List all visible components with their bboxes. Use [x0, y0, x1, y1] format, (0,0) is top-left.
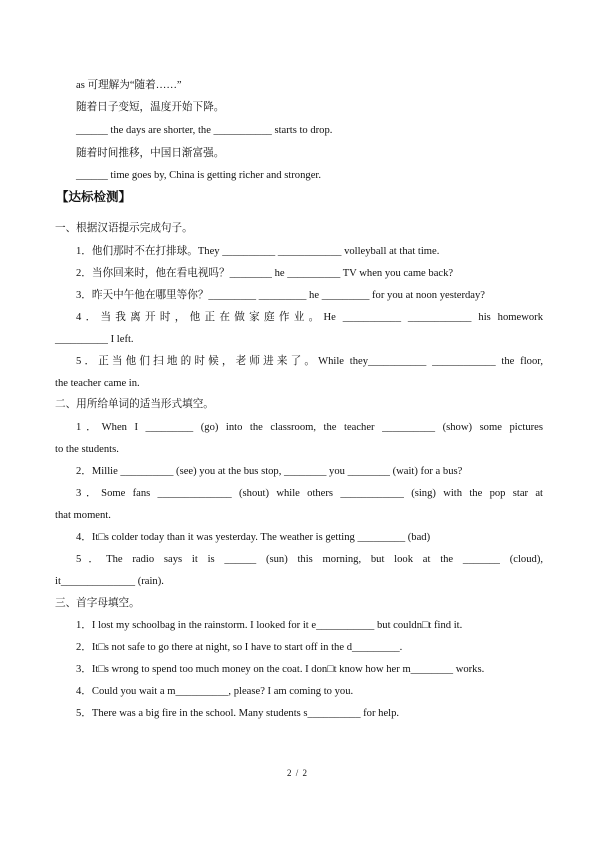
- part-one-item-4-cont: __________ I left.: [55, 334, 134, 345]
- part-one-item-2: 2．当你回来时，他在看电视吗？________ he __________ TV when you came back?: [76, 268, 454, 279]
- part-two-item-2: 2．Millie __________ (see) you at the bus stop, ________ you ________ (wait) for a bus?: [76, 466, 463, 477]
- part-three-item-4: 4．Could you wait a m__________, please? I am coming to you.: [76, 686, 354, 697]
- section-heading: 【达标检测】: [56, 190, 132, 204]
- grammar-note: as 可理解为“随着……”: [76, 80, 182, 91]
- example-english-2: ______ time goes by, China is getting richer and stronger.: [76, 170, 321, 181]
- part-two-item-1-cont: to the students.: [55, 444, 119, 455]
- part-one-item-5-cont: the teacher came in.: [55, 378, 140, 389]
- part-two-title: 二、用所给单词的适当形式填空。: [55, 399, 214, 410]
- example-english-1: ______ the days are shorter, the ___________ starts to drop.: [76, 125, 333, 136]
- part-one-title: 一、根据汉语提示完成句子。: [55, 223, 193, 234]
- part-two-item-1: 1．When I _________ (go) into the classroom, the teacher __________ (show) some pictures: [76, 422, 543, 433]
- part-three-item-2: 2．It□s not safe to go there at night, so I have to start off in the d_________.: [76, 642, 403, 653]
- part-two-item-3-cont: that moment.: [55, 510, 111, 521]
- part-three-item-3: 3．It□s wrong to spend too much money on the coat. I don□t know how her m________ works.: [76, 664, 485, 675]
- part-two-item-5: 5．The radio says it is ______ (sun) this morning, but look at the _______ (cloud),: [76, 554, 543, 565]
- part-three-item-1: 1．I lost my schoolbag in the rainstorm. I looked for it e___________ but couldn□t find it.: [76, 620, 463, 631]
- example-chinese-2: 随着时间推移，中国日渐富强。: [76, 148, 225, 159]
- part-two-item-5-cont: it______________ (rain).: [55, 576, 164, 587]
- page-number: 2 / 2: [286, 768, 308, 778]
- example-chinese-1: 随着日子变短，温度开始下降。: [76, 102, 225, 113]
- part-one-item-1: 1．他们那时不在打排球。They __________ ____________ volleyball at that time.: [76, 246, 440, 257]
- part-one-item-5: 5．正当他们扫地的时候，老师进来了。While they___________ ____________ the floor,: [76, 356, 543, 367]
- part-three-item-5: 5．There was a big fire in the school. Many students s__________ for help.: [76, 708, 400, 719]
- part-one-item-3: 3．昨天中午他在哪里等你？_________ _________ he _________ for you at noon yesterday?: [76, 290, 485, 301]
- part-one-item-4: 4．当我离开时，他正在做家庭作业。He ___________ ____________ his homework: [76, 312, 543, 323]
- part-two-item-4: 4．It□s colder today than it was yesterday. The weather is getting _________ (bad): [76, 532, 431, 543]
- part-two-item-3: 3．Some fans ______________ (shout) while others ____________ (sing) with the pop star at: [76, 488, 543, 499]
- part-three-title: 三、首字母填空。: [55, 598, 140, 609]
